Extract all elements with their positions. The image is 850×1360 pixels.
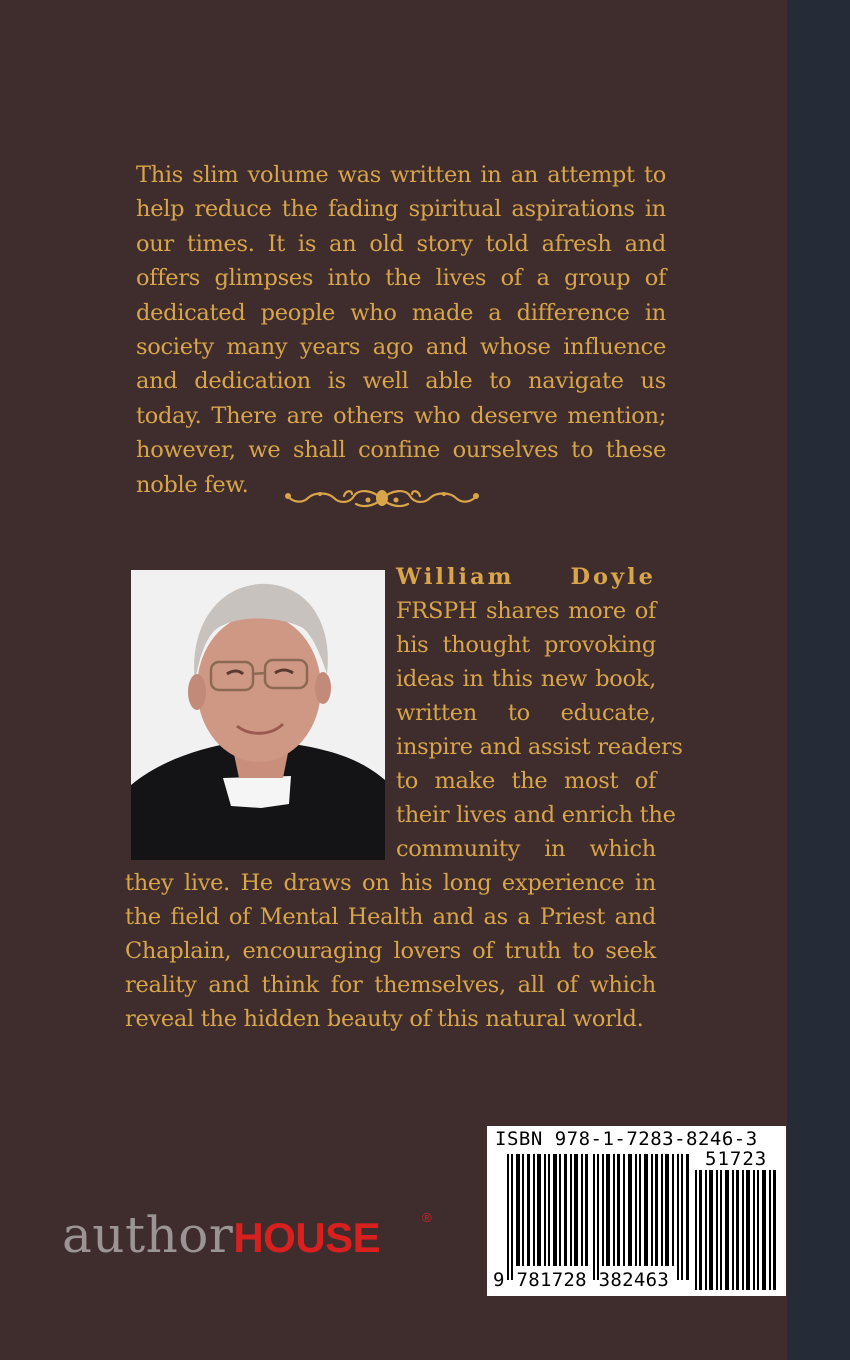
logo-author-text: author xyxy=(62,1206,234,1264)
logo-house-text: HOUSE xyxy=(233,1214,381,1261)
barcode-addon-bars xyxy=(695,1170,779,1290)
bio-line: ideas in this new book, xyxy=(396,666,656,692)
barcode-bars xyxy=(507,1154,689,1280)
publisher-logo xyxy=(62,1206,432,1264)
ornament-divider-icon xyxy=(284,486,480,512)
barcode-addon-number: 51723 xyxy=(705,1148,768,1170)
author-bio-side xyxy=(396,560,683,866)
author-photo xyxy=(131,570,385,860)
author-bio-continuation: they live. He draws on his long experience in the field of Mental Health and as a Priest and Chaplain, encouraging lovers of truth to seek reality and think for themselves, all of which reveal the hidden beauty of this natural world. xyxy=(125,870,656,1032)
bio-line: to make the most of xyxy=(396,768,656,794)
bio-line: his thought provoking xyxy=(396,632,656,658)
barcode-digits: 9 781728 382463 xyxy=(493,1269,670,1291)
registered-mark: ® xyxy=(422,1210,432,1225)
bio-line: inspire and assist readers xyxy=(396,734,683,760)
author-name: William Doyle xyxy=(396,564,656,590)
bio-line: written to educate, xyxy=(396,700,656,726)
spine-strip xyxy=(787,0,850,1360)
isbn-barcode xyxy=(487,1126,786,1296)
blurb-paragraph: This slim volume was written in an attempt to help reduce the fading spiritual aspirations in our times. It is an old story told afresh and offers glimpses into the lives of a group of dedicated people who made a difference in society many years ago and whose influence and dedication is well able to navigate us today. There are others who deserve mention; however, we shall confine ourselves to these noble few. xyxy=(136,162,666,498)
bio-line: community in which xyxy=(396,836,656,862)
bio-line: their lives and enrich the xyxy=(396,802,676,828)
bio-line: FRSPH shares more of xyxy=(396,598,656,624)
isbn-label: ISBN 978-1-7283-8246-3 xyxy=(495,1128,758,1150)
